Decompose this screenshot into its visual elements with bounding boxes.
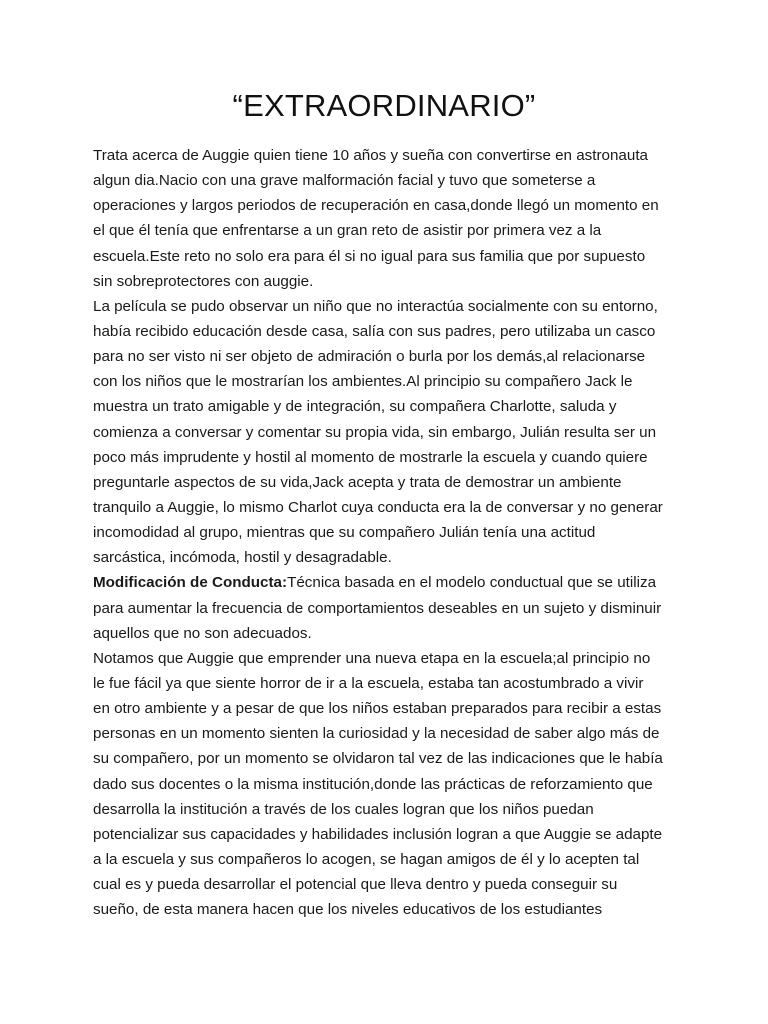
paragraph-line: su compañero, por un momento se olvidaron tal vez de las indicaciones que le había xyxy=(93,750,663,768)
paragraph-line: sarcástica, incómoda, hostil y desagradable. xyxy=(93,549,392,567)
document-title: “EXTRAORDINARIO” xyxy=(232,88,536,123)
paragraph-line: a la escuela y sus compañeros lo acogen, se hagan amigos de él y lo acepten tal xyxy=(93,850,640,868)
paragraph-line: cual es y pueda desarrollar el potencial que lleva dentro y pueda conseguir su xyxy=(93,876,618,894)
paragraph-line: comienza a conversar y comentar su propia vida, sin embargo, Julián resulta ser un xyxy=(93,423,657,441)
paragraph-line: le fue fácil ya que siente horror de ir a la escuela, estaba tan acostumbrado a vivir xyxy=(93,674,644,692)
paragraph-line: sin sobreprotectores con auggie. xyxy=(93,272,314,290)
definition-line xyxy=(93,570,693,595)
paragraph-line: operaciones y largos periodos de recuperación en casa,donde llegó un momento en xyxy=(93,197,659,215)
paragraph-line: dado sus docentes o la misma institución,donde las prácticas de reforzamiento que xyxy=(93,775,653,793)
paragraph-line: había recibido educación desde casa, salía con sus padres, pero utilizaba un casco xyxy=(93,322,656,340)
paragraph-line: potencializar sus capacidades y habilidades inclusión logran a que Auggie se adapte xyxy=(93,825,663,843)
paragraph-line: escuela.Este reto no solo era para él si no igual para sus familia que por supuesto xyxy=(93,247,646,265)
paragraph-line: en otro ambiente y a pesar de que los niños estaban preparados para recibir a estas xyxy=(93,700,662,718)
paragraph-line: aquellos que no son adecuados. xyxy=(93,624,312,642)
paragraph-line: para no ser visto ni ser objeto de admiración o burla por los demás,al relacionarse xyxy=(93,348,646,366)
paragraph-line: tranquilo a Auggie, lo mismo Charlot cuya conducta era la de conversar y no generar xyxy=(93,498,663,516)
paragraph-line: con los niños que le mostrarían los ambientes.Al principio su compañero Jack le xyxy=(93,373,633,391)
paragraph-line: preguntarle aspectos de su vida,Jack acepta y trata de demostrar un ambiente xyxy=(93,473,622,491)
paragraph-line: algun dia.Nacio con una grave malformación facial y tuvo que someterse a xyxy=(93,172,596,190)
paragraph-line: La película se pudo observar un niño que no interactúa socialmente con su entorno, xyxy=(93,297,658,315)
document-body xyxy=(93,143,693,922)
paragraph-line: muestra un trato amigable y de integración, su compañera Charlotte, saluda y xyxy=(93,398,617,416)
definition-text: Técnica basada en el modelo conductual que se utiliza xyxy=(287,574,657,592)
paragraph-line: Notamos que Auggie que emprender una nueva etapa en la escuela;al principio no xyxy=(93,649,651,667)
definition-term: Modificación de Conducta: xyxy=(93,574,288,592)
paragraph-line: Trata acerca de Auggie quien tiene 10 años y sueña con convertirse en astronauta xyxy=(93,147,648,164)
paragraph-line: personas en un momento sienten la curiosidad y la necesidad de saber algo más de xyxy=(93,725,660,743)
paragraph-line: el que él tenía que enfrentarse a un gran reto de asistir por primera vez a la xyxy=(93,222,602,240)
paragraph-line: poco más imprudente y hostil al momento de mostrarle la escuela y cuando quiere xyxy=(93,448,648,466)
paragraph-line: desarrolla la institución a través de los cuales logran que los niños puedan xyxy=(93,800,594,818)
paragraph-line: sueño, de esta manera hacen que los niveles educativos de los estudiantes xyxy=(93,901,603,919)
paragraph-line: para aumentar la frecuencia de comportamientos deseables en un sujeto y disminuir xyxy=(93,599,662,617)
paragraph-line: incomodidad al grupo, mientras que su compañero Julián tenía una actitud xyxy=(93,524,596,542)
